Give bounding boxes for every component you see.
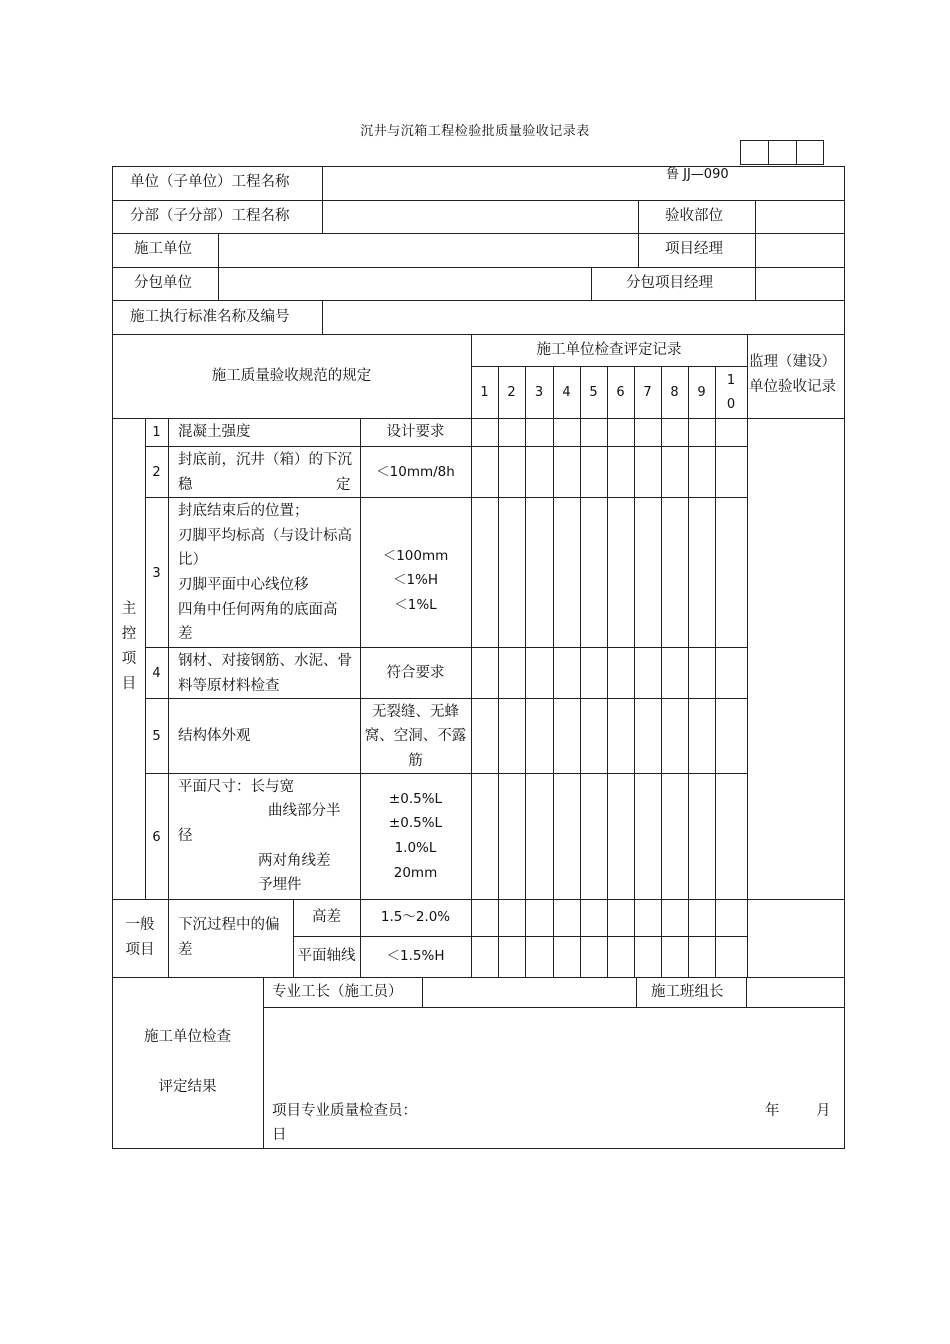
- col-num: 8: [670, 385, 679, 400]
- item-no: 2: [152, 465, 161, 480]
- item-name: 刃脚平均标高（与设计标高: [178, 528, 352, 544]
- supervision-header-1: 监理（建设）: [749, 354, 836, 370]
- item-req: ±0.5%L: [388, 791, 443, 807]
- item-name: 予埋件: [258, 877, 302, 893]
- item-req: 设计要求: [386, 424, 445, 440]
- col-num: 7: [643, 385, 652, 400]
- date-month: 月: [816, 1103, 831, 1119]
- date-day: 日: [272, 1127, 287, 1143]
- item-name: 平面尺寸：长与宽: [178, 779, 294, 795]
- item-name: 封底前，沉井（箱）的下沉: [178, 452, 352, 468]
- item-req: ＜100mm: [382, 548, 449, 564]
- item-name: 两对角线差: [258, 853, 331, 869]
- main-control-label: 主: [121, 601, 137, 617]
- item-name: 曲线部分半: [268, 803, 341, 819]
- item-name: 稳: [178, 477, 193, 493]
- general-req: ＜1.5%H: [386, 948, 445, 964]
- supervision-header-2: 单位验收记录: [749, 379, 836, 395]
- item-name: 料等原材料检查: [178, 678, 280, 694]
- col-num: 1: [480, 385, 489, 400]
- item-req: 筋: [408, 753, 423, 769]
- main-control-label: 控: [121, 626, 137, 642]
- item-req: ＜1%L: [394, 597, 437, 613]
- item-name: 比）: [178, 552, 207, 568]
- label-subcontract-unit: 分包单位: [134, 275, 192, 291]
- item-no: 3: [152, 566, 161, 581]
- col-num-10-b: 0: [726, 397, 736, 412]
- item-name: 定: [336, 477, 351, 493]
- label-project-manager: 项目经理: [665, 241, 723, 257]
- item-no: 1: [152, 425, 161, 440]
- spec-header: 施工质量验收规范的规定: [211, 368, 372, 384]
- item-name: 结构体外观: [178, 728, 251, 744]
- label-acceptance-part: 验收部位: [665, 208, 723, 224]
- general-sub: 平面轴线: [297, 948, 356, 964]
- col-num: 4: [562, 385, 571, 400]
- col-num: 9: [697, 385, 706, 400]
- col-num: 5: [589, 385, 598, 400]
- item-no: 4: [152, 666, 161, 681]
- col-num: 3: [534, 385, 544, 400]
- general-req: 1.5～2.0%: [380, 909, 451, 925]
- label-standard: 施工执行标准名称及编号: [130, 309, 290, 325]
- item-name: 钢材、对接钢筋、水泥、骨: [178, 653, 352, 669]
- item-req: 无裂缝、无蜂: [372, 704, 459, 720]
- item-no: 6: [152, 830, 161, 845]
- item-req: ±0.5%L: [388, 815, 443, 831]
- col-num: 6: [616, 385, 625, 400]
- item-name: 封底结束后的位置；: [178, 503, 309, 519]
- general-sub: 高差: [312, 909, 341, 925]
- label-sub-project: 分部（子分部）工程名称: [130, 208, 290, 224]
- team-leader-label: 施工班组长: [651, 984, 724, 1000]
- form-code: 鲁 JJ—090: [666, 167, 729, 182]
- item-req: 20mm: [393, 865, 438, 881]
- item-no: 5: [152, 729, 161, 744]
- general-item: 差: [178, 942, 193, 958]
- item-name: 四角中任何两角的底面高: [178, 602, 338, 618]
- general-item: 下沉过程中的偏: [178, 917, 280, 933]
- item-name: 混凝土强度: [178, 424, 251, 440]
- item-req: ＜10mm/8h: [376, 464, 455, 480]
- col-num-10-a: 1: [726, 373, 736, 388]
- item-req: ＜1%H: [392, 572, 439, 588]
- label-subcontract-manager: 分包项目经理: [626, 275, 713, 291]
- date-year: 年: [765, 1103, 780, 1119]
- item-req: 符合要求: [386, 665, 445, 681]
- item-name: 径: [178, 828, 193, 844]
- main-control-label: 目: [121, 676, 137, 692]
- item-name: 刃脚平面中心线位移: [178, 577, 309, 593]
- inspector-label: 项目专业质量检查员：: [272, 1103, 417, 1119]
- item-req: 窝、空洞、不露: [364, 728, 467, 744]
- form-title: 沉井与沉箱工程检验批质量验收记录表: [360, 124, 590, 139]
- result-label-1: 施工单位检查: [144, 1029, 231, 1045]
- item-req: 1.0%L: [394, 840, 437, 856]
- general-label: 一般: [125, 917, 155, 933]
- result-label-2: 评定结果: [158, 1079, 217, 1095]
- general-label: 项目: [125, 942, 155, 958]
- item-name: 差: [178, 626, 193, 642]
- check-record-header: 施工单位检查评定记录: [536, 342, 682, 358]
- label-construction-unit: 施工单位: [134, 241, 192, 257]
- main-control-label: 项: [121, 651, 137, 667]
- label-unit-project: 单位（子单位）工程名称: [130, 174, 290, 190]
- foreman-label: 专业工长（施工员）: [272, 984, 403, 1000]
- col-num: 2: [507, 385, 516, 400]
